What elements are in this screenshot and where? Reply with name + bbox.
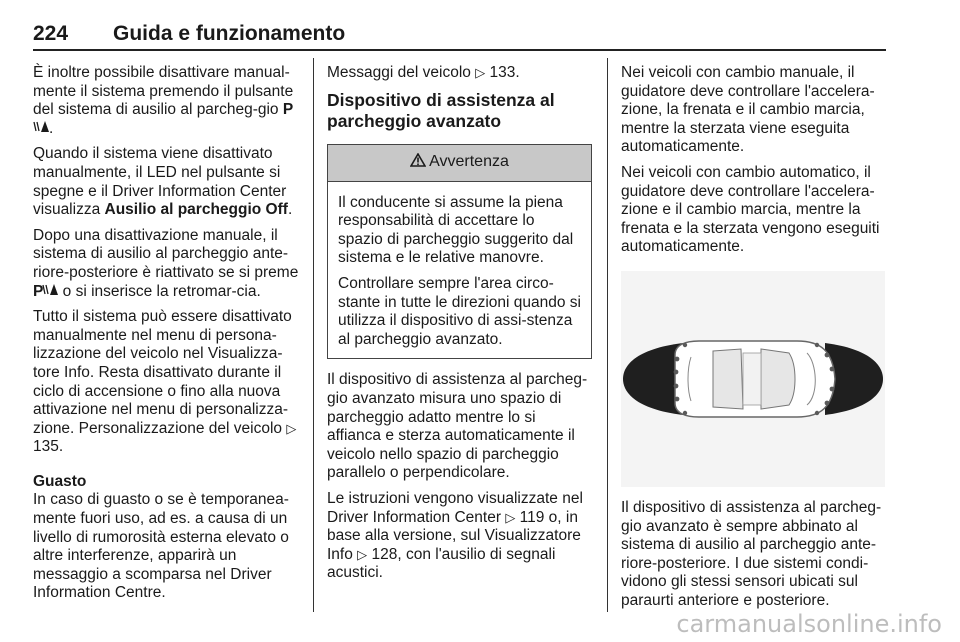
page-reference[interactable]: 135: [33, 438, 59, 456]
display-message: Ausilio al parcheggio Off: [104, 201, 288, 219]
paragraph: Il dispositivo di assistenza al parcheg-gio avanzato è sempre abbinato al sistema di ausilio al parcheggio ante-riore-posteriore. I due sistemi condi-vidono gli stessi sensori ubicati sul paraurti anteriore e posteriore.: [621, 498, 882, 609]
warning-triangle-icon: [410, 153, 426, 173]
column-2: [327, 64, 592, 590]
page-header: [33, 20, 886, 50]
column-divider-2: [607, 58, 608, 612]
page-reference[interactable]: 119: [519, 508, 545, 526]
reference-arrow-icon: ▷: [357, 546, 368, 562]
subheading-guasto: Guasto: [33, 472, 87, 490]
reference-arrow-icon: ▷: [475, 65, 486, 80]
header-rule: [33, 49, 886, 51]
paragraph: In caso di guasto o se è temporanea-mente fuori uso, ad es. a causa di un livello di rumorosità esterna elevato o altre interferenze, apparirà un messaggio a scomparsa nel Driver Information Centre.: [33, 491, 289, 602]
page-reference[interactable]: 128: [371, 545, 398, 563]
reference-arrow-icon: ▷: [286, 420, 297, 436]
paragraph: Dopo una disattivazione manuale, il sistema di ausilio al parcheggio ante-riore-posteriore è riattivato se si preme P o si inserisce la retromar-cia.: [33, 226, 299, 300]
paragraph: Messaggi del veicolo ▷ 133.: [327, 64, 520, 81]
warning-title: Avvertenza: [429, 153, 509, 171]
warning-header: [328, 145, 591, 182]
paragraph: Il dispositivo di assistenza al parcheg-gio avanzato misura uno spazio di parcheggio adatto mentre lo si affianca e sterza automaticamente il veicolo nello spazio di parcheggio parallelo o perpendicolare.: [327, 371, 588, 482]
reference-arrow-icon: ▷: [505, 509, 516, 525]
section-heading: Dispositivo di assistenza al parcheggio avanzato: [327, 89, 555, 131]
paragraph: Nei veicoli con cambio automatico, il guidatore deve controllare l'accelera-zione e il cambio marcia, mentre la frenata e la sterzata vengono eseguiti automaticamente.: [621, 163, 880, 256]
paragraph: Tutto il sistema può essere disattivato manualmente nel menu di persona-lizzazione del veicolo nel Visualizza-tore Info. Resta disattivato durante il ciclo di accensione o fino alla nuova attivazione nel menu di personalizza-zione. Personalizzazione del veicolo ▷ 135.: [33, 308, 297, 456]
car-sensor-diagram: [621, 271, 885, 487]
paragraph: Quando il sistema viene disattivato manualmente, il LED nel pulsante si spegne e il Driver Information Center visualizza Ausilio al parcheggio Off.: [33, 145, 293, 219]
paragraph: Nei veicoli con cambio manuale, il guidatore deve controllare l'accelera-zione, la frenata e il cambio marcia, mentre la sterzata viene eseguita automaticamente.: [621, 64, 875, 156]
parking-sensor-illustration: [621, 271, 885, 487]
car-top-view: [675, 341, 835, 417]
column-1: [33, 64, 300, 610]
column-divider-1: [313, 58, 314, 612]
paragraph: Le istruzioni vengono visualizzate nel Driver Information Center ▷ 119 o, in base alla versione, sul Visualizzatore Info ▷ 128, con l'ausilio di segnali acustici.: [327, 489, 583, 582]
watermark: carmanualsonline.info: [676, 610, 942, 638]
warning-box: [327, 144, 592, 360]
section-title: Guida e funzionamento: [113, 22, 346, 45]
warning-text: Controllare sempre l'area circo-stante in tutte le direzioni quando si utilizza il dispositivo di assi-stenza al parcheggio avanzato.: [338, 274, 581, 348]
page-reference[interactable]: 133: [489, 64, 516, 81]
parking-assist-icon: P: [33, 101, 292, 137]
warning-text: Il conducente si assume la piena responsabilità di accettare lo spazio di parcheggio suggerito dal sistema e le relative manovre.: [338, 193, 574, 267]
page-number: 224: [33, 22, 69, 45]
paragraph: È inoltre possibile disattivare manual-mente il sistema premendo il pulsante del sistema di ausilio al parcheg-gio P.: [33, 64, 294, 137]
parking-assist-icon: P: [33, 283, 58, 300]
column-3: [621, 64, 889, 618]
